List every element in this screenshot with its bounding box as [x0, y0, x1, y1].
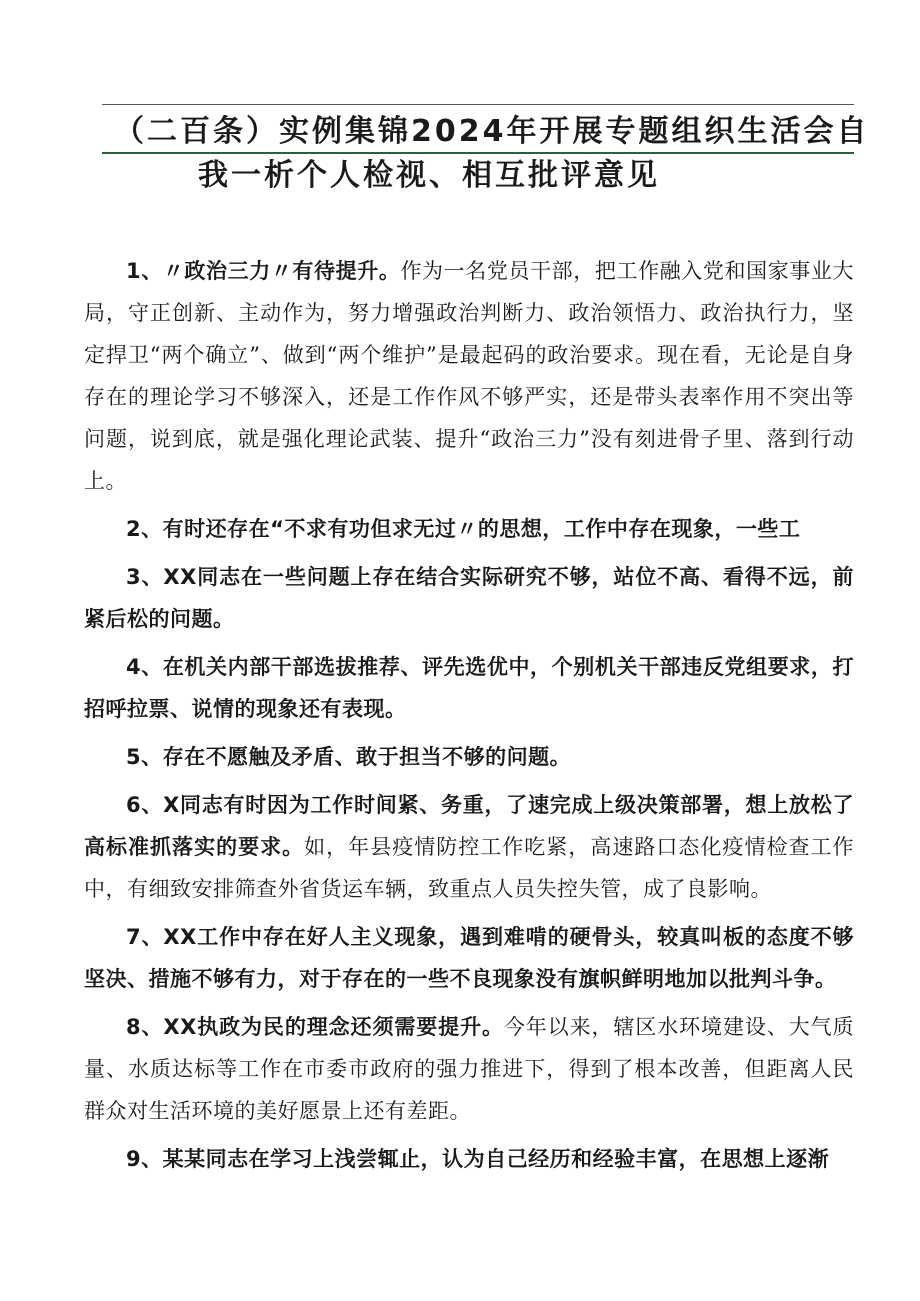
document-body: [84, 250, 854, 1180]
paragraph-4: [84, 646, 854, 730]
paragraph-1: [84, 250, 854, 502]
paragraph-5: [84, 736, 854, 778]
paragraph-8-lead: 8、XX执政为民的理念还须需要提升。: [126, 1015, 504, 1039]
paragraph-1-body: 作为一名党员干部，把工作融入党和国家事业大局，守正创新、主动作为，努力增强政治判断力、政治领悟力、政治执行力，坚定捍卫“两个确立”、做到“两个维护”是最起码的政治要求。现在看，无论是自身存在的理论学习不够深入，还是工作作风不够严实，还是带头表率作用不突出等问题，说到底，就是强化理论武装、提升“政治三力”没有刻进骨子里、落到行动上。: [84, 259, 854, 493]
paragraph-9: [84, 1138, 854, 1180]
paragraph-1-lead: 1、〃政治三力〃有待提升。: [126, 259, 401, 283]
paragraph-6-body: 如，年县疫情防控工作吃紧，高速路口态化疫情检查工作中，有细致安排筛查外省货运车辆，致重点人员失控失管，成了良影响。: [84, 835, 855, 901]
paragraph-8-body: 今年以来，辖区水环境建设、大气质量、水质达标等工作在市委市政府的强力推进下，得到了根本改善，但距离人民群众对生活环境的美好愿景上还有差距。: [84, 1015, 854, 1123]
paragraph-7-lead: 7、XX工作中存在好人主义现象，遇到难啃的硬骨头，较真叫板的态度不够坚决、措施不够有力，对于存在的一些不良现象没有旗帜鲜明地加以批判斗争。: [84, 925, 854, 991]
paragraph-2-lead: 2、有时还存在“不求有功但求无过〃的思想，工作中存在现象，一些工: [126, 517, 801, 541]
paragraph-6: [84, 784, 854, 910]
paragraph-6-lead: 6、X同志有时因为工作时间紧、务重，了速完成上级决策部署，想上放松了高标准抓落实的要求。: [84, 793, 854, 859]
title-line-1: （二百条）实例集锦2024年开展专题组织生活会自: [102, 112, 854, 154]
document-title: [102, 112, 870, 198]
paragraph-8: [84, 1006, 854, 1132]
paragraph-3: [84, 556, 854, 640]
paragraph-5-lead: 5、存在不愿触及矛盾、敢于担当不够的问题。: [126, 745, 572, 769]
paragraph-2: [84, 508, 854, 550]
title-line-2: 我一析个人检视、相互批评意见: [198, 158, 660, 193]
paragraph-3-lead: 3、XX同志在一些问题上存在结合实际研究不够，站位不高、看得不远，前紧后松的问题。: [84, 565, 854, 631]
paragraph-9-lead: 9、某某同志在学习上浅尝辄止，认为自己经历和经验丰富，在思想上逐渐: [126, 1147, 830, 1171]
paragraph-7: [84, 916, 854, 1000]
paragraph-4-lead: 4、在机关内部干部选拔推荐、评先选优中，个别机关干部违反党组要求，打招呼拉票、说情的现象还有表现。: [84, 655, 854, 721]
header-rule: [102, 104, 854, 105]
